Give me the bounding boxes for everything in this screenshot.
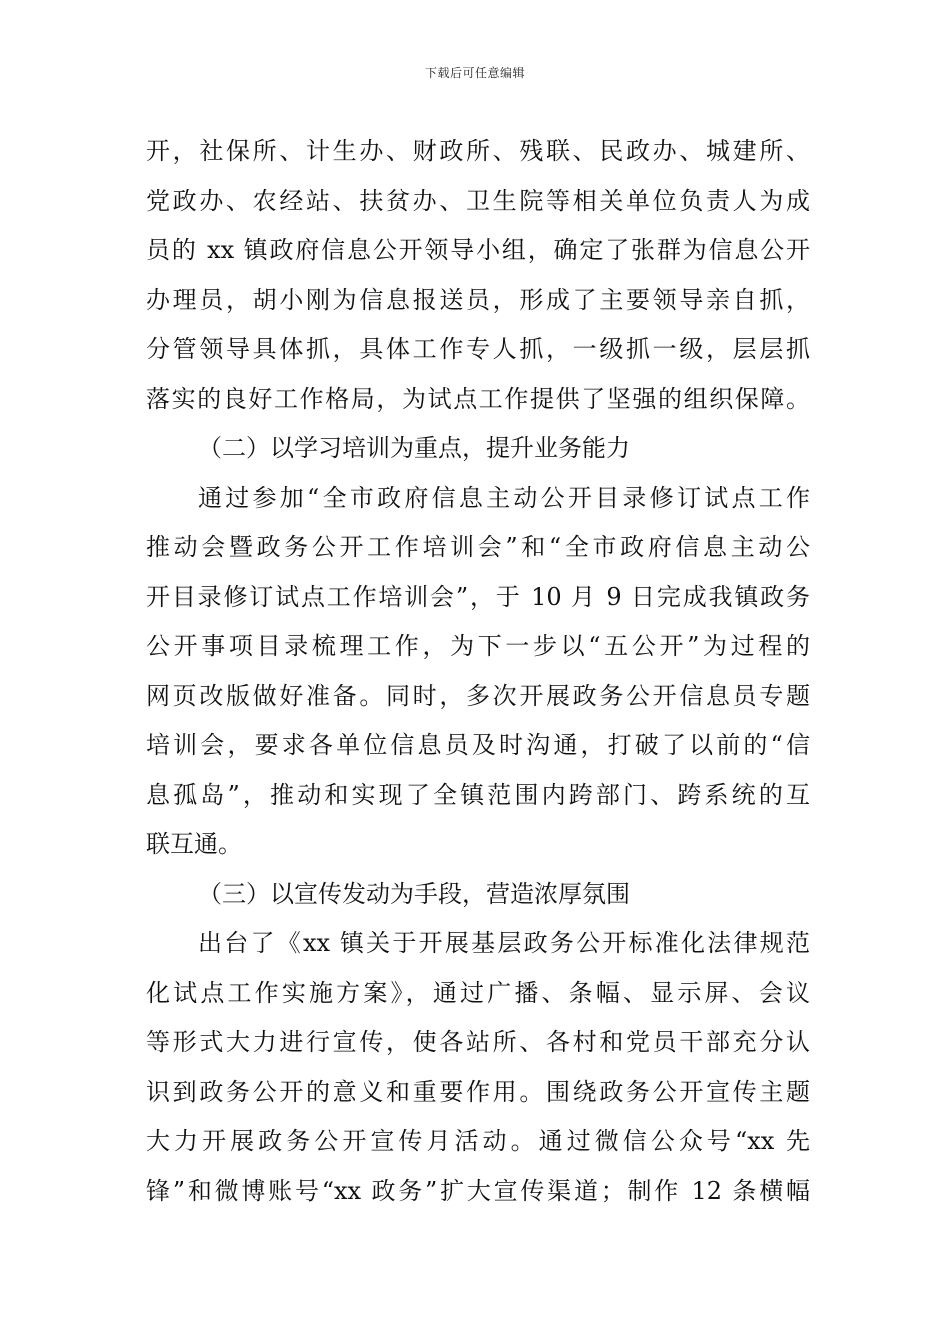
document-body — [146, 127, 810, 1216]
text-line: 开，社保所、计生办、财政所、残联、民政办、城建所、 — [146, 137, 810, 165]
section-heading: （三）以宣传发动为手段，营造浓厚氛围 — [198, 879, 630, 908]
section-heading: （二）以学习培训为重点，提升业务能力 — [198, 434, 630, 462]
text-line: 落实的良好工作格局，为试点工作提供了坚强的组织保障。 — [146, 384, 810, 413]
text-line: 通过参加“全市政府信息主动公开目录修订试点工作 — [198, 483, 810, 512]
text-line: 员的 xx 镇政府信息公开领导小组，确定了张群为信息公开 — [146, 236, 810, 264]
text-line: 推动会暨政务公开工作培训会”和“全市政府信息主动公 — [146, 533, 810, 561]
text-line: 锋”和微博账号“xx 政务”扩大宣传渠道；制作 12 条横幅 — [146, 1176, 810, 1205]
text-line: 联互通。 — [146, 830, 242, 858]
text-line: 识到政务公开的意义和重要作用。围绕政务公开宣传主题 — [146, 1077, 810, 1106]
text-line: 等形式大力进行宣传，使各站所、各村和党员干部充分认 — [146, 1028, 810, 1056]
text-line: 网页改版做好准备。同时，多次开展政务公开信息员专题 — [146, 681, 810, 710]
text-line: 党政办、农经站、扶贫办、卫生院等相关单位负责人为成 — [146, 186, 810, 215]
text-line: 培训会，要求各单位信息员及时沟通，打破了以前的“信 — [146, 731, 810, 759]
text-line: 公开事项目录梳理工作，为下一步以“五公开”为过程的 — [146, 632, 810, 660]
text-line: 大力开展政务公开宣传月活动。通过微信公众号“xx 先 — [146, 1127, 810, 1155]
text-line: 开目录修订试点工作培训会”，于 10 月 9 日完成我镇政务 — [146, 582, 810, 611]
text-line: 化试点工作实施方案》，通过广播、条幅、显示屏、会议 — [146, 978, 810, 1007]
text-line: 出台了《xx 镇关于开展基层政务公开标准化法律规范 — [198, 929, 810, 957]
text-line: 办理员，胡小刚为信息报送员，形成了主要领导亲自抓， — [146, 285, 810, 314]
text-line: 分管领导具体抓，具体工作专人抓，一级抓一级，层层抓 — [146, 335, 810, 363]
text-line: 息孤岛”，推动和实现了全镇范围内跨部门、跨系统的互 — [146, 780, 810, 809]
page-header: 下载后可任意编辑 — [424, 66, 525, 80]
